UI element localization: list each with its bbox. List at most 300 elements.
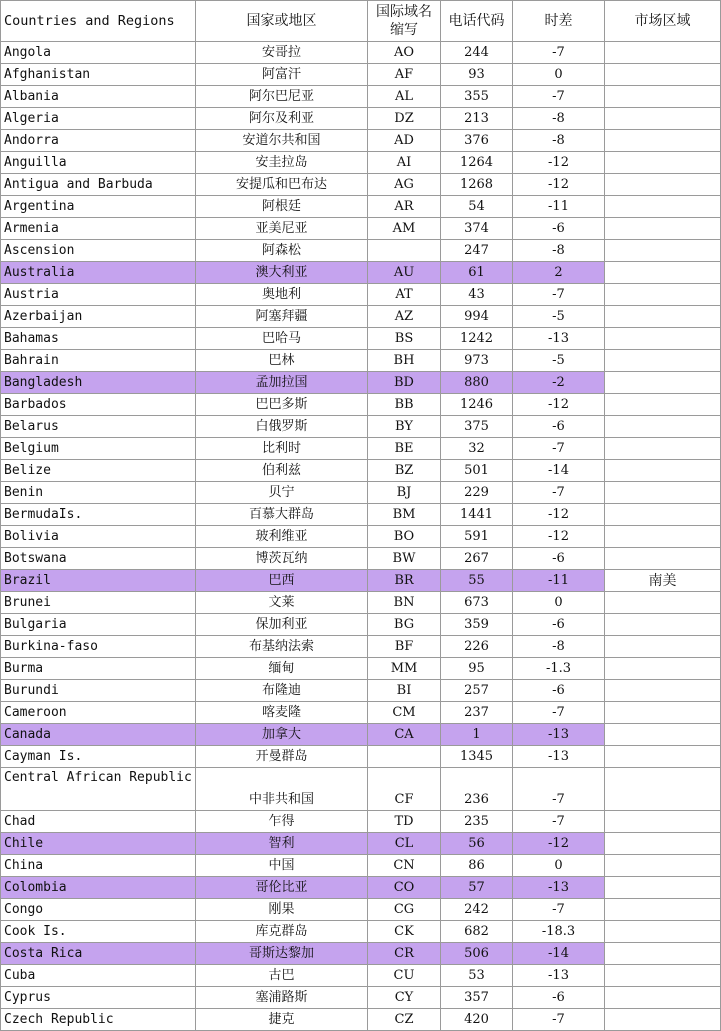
cell-timezone: -14	[513, 460, 605, 482]
cell-market	[605, 614, 721, 636]
cell-country: Argentina	[1, 196, 196, 218]
cell-market	[605, 284, 721, 306]
cell-timezone: -7	[513, 42, 605, 64]
cell-domain: CA	[368, 724, 441, 746]
cell-timezone: 2	[513, 262, 605, 284]
table-row	[1, 306, 721, 328]
cell-phone: 673	[441, 592, 513, 614]
cell-market	[605, 196, 721, 218]
table-row	[1, 855, 721, 877]
cell-phone: 501	[441, 460, 513, 482]
cell-domain: AT	[368, 284, 441, 306]
cell-country: Cameroon	[1, 702, 196, 724]
cell-timezone: -13	[513, 746, 605, 768]
cell-country: Angola	[1, 42, 196, 64]
cell-cn-name: 开曼群岛	[196, 746, 368, 768]
table-row	[1, 614, 721, 636]
cell-market	[605, 636, 721, 658]
cell-domain: CL	[368, 833, 441, 855]
cell-phone: 355	[441, 86, 513, 108]
cell-country: Azerbaijan	[1, 306, 196, 328]
cell-phone: 1264	[441, 152, 513, 174]
cell-cn-name: 贝宁	[196, 482, 368, 504]
cell-country: Cayman Is.	[1, 746, 196, 768]
cell-phone: 32	[441, 438, 513, 460]
cell-cn-name: 中国	[196, 855, 368, 877]
cell-domain: BJ	[368, 482, 441, 504]
header-row	[1, 1, 721, 42]
cell-cn-name: 安哥拉	[196, 42, 368, 64]
cell-timezone: -7	[513, 811, 605, 833]
cell-phone: 374	[441, 218, 513, 240]
cell-cn-name: 阿富汗	[196, 64, 368, 86]
cell-market	[605, 680, 721, 702]
cell-country: Austria	[1, 284, 196, 306]
cell-timezone: -13	[513, 724, 605, 746]
cell-country: Ascension	[1, 240, 196, 262]
cell-cn-name: 塞浦路斯	[196, 987, 368, 1009]
cell-market	[605, 877, 721, 899]
cell-timezone: -6	[513, 987, 605, 1009]
cell-domain: AI	[368, 152, 441, 174]
table-row	[1, 262, 721, 284]
cell-country: Australia	[1, 262, 196, 284]
cell-market	[605, 482, 721, 504]
cell-market	[605, 965, 721, 987]
cell-country: Cook Is.	[1, 921, 196, 943]
cell-market	[605, 416, 721, 438]
header-market: 市场区域	[605, 1, 721, 42]
cell-phone: 229	[441, 482, 513, 504]
cell-market	[605, 86, 721, 108]
cell-cn-name: 澳大利亚	[196, 262, 368, 284]
table-body	[1, 42, 721, 1031]
cell-cn-name: 中非共和国	[196, 768, 368, 811]
cell-market	[605, 108, 721, 130]
cell-phone: 506	[441, 943, 513, 965]
cell-timezone: -12	[513, 394, 605, 416]
table-row	[1, 965, 721, 987]
cell-market	[605, 811, 721, 833]
cell-domain: BZ	[368, 460, 441, 482]
cell-country: Belgium	[1, 438, 196, 460]
cell-phone: 244	[441, 42, 513, 64]
cell-market	[605, 855, 721, 877]
cell-cn-name: 喀麦隆	[196, 702, 368, 724]
table-row	[1, 570, 721, 592]
cell-country: Botswana	[1, 548, 196, 570]
cell-market	[605, 833, 721, 855]
table-row	[1, 152, 721, 174]
cell-phone: 357	[441, 987, 513, 1009]
cell-domain: BR	[368, 570, 441, 592]
cell-country: Brazil	[1, 570, 196, 592]
cell-domain: AO	[368, 42, 441, 64]
cell-timezone: -18.3	[513, 921, 605, 943]
table-row	[1, 746, 721, 768]
cell-market	[605, 174, 721, 196]
table-row	[1, 680, 721, 702]
cell-timezone: -5	[513, 306, 605, 328]
table-row	[1, 130, 721, 152]
table-row	[1, 877, 721, 899]
table-row	[1, 724, 721, 746]
cell-cn-name: 缅甸	[196, 658, 368, 680]
cell-market	[605, 438, 721, 460]
cell-domain: AZ	[368, 306, 441, 328]
cell-cn-name: 奥地利	[196, 284, 368, 306]
cell-cn-name: 玻利维亚	[196, 526, 368, 548]
cell-cn-name: 阿森松	[196, 240, 368, 262]
cell-country: Antigua and Barbuda	[1, 174, 196, 196]
table-row	[1, 438, 721, 460]
cell-cn-name: 古巴	[196, 965, 368, 987]
cell-phone: 213	[441, 108, 513, 130]
cell-timezone: -8	[513, 240, 605, 262]
cell-market	[605, 526, 721, 548]
cell-cn-name: 布基纳法索	[196, 636, 368, 658]
cell-market	[605, 218, 721, 240]
cell-phone: 591	[441, 526, 513, 548]
cell-domain: BG	[368, 614, 441, 636]
cell-domain: BH	[368, 350, 441, 372]
cell-cn-name: 保加利亚	[196, 614, 368, 636]
cell-market	[605, 328, 721, 350]
cell-market	[605, 724, 721, 746]
cell-cn-name: 布隆迪	[196, 680, 368, 702]
cell-phone: 880	[441, 372, 513, 394]
cell-timezone: -8	[513, 130, 605, 152]
cell-market	[605, 768, 721, 811]
cell-market	[605, 746, 721, 768]
cell-country: Cyprus	[1, 987, 196, 1009]
cell-timezone: -11	[513, 196, 605, 218]
cell-timezone: -12	[513, 504, 605, 526]
cell-country: Bangladesh	[1, 372, 196, 394]
cell-country: Bahrain	[1, 350, 196, 372]
cell-domain: AG	[368, 174, 441, 196]
cell-market	[605, 921, 721, 943]
cell-domain: CY	[368, 987, 441, 1009]
cell-timezone: -12	[513, 174, 605, 196]
cell-phone: 55	[441, 570, 513, 592]
cell-market	[605, 350, 721, 372]
cell-phone: 43	[441, 284, 513, 306]
cell-domain: CZ	[368, 1009, 441, 1031]
cell-cn-name: 安道尔共和国	[196, 130, 368, 152]
cell-cn-name: 巴巴多斯	[196, 394, 368, 416]
table-row	[1, 899, 721, 921]
cell-country: Belize	[1, 460, 196, 482]
table-row	[1, 394, 721, 416]
cell-market	[605, 306, 721, 328]
cell-country: BermudaIs.	[1, 504, 196, 526]
cell-phone: 235	[441, 811, 513, 833]
cell-phone: 53	[441, 965, 513, 987]
cell-country: Burundi	[1, 680, 196, 702]
cell-timezone: -12	[513, 152, 605, 174]
cell-cn-name: 刚果	[196, 899, 368, 921]
header-timezone: 时差	[513, 1, 605, 42]
cell-timezone: -7	[513, 482, 605, 504]
table-row	[1, 42, 721, 64]
cell-timezone: -7	[513, 702, 605, 724]
cell-domain: CK	[368, 921, 441, 943]
cell-country: Anguilla	[1, 152, 196, 174]
cell-country: Bulgaria	[1, 614, 196, 636]
cell-market	[605, 130, 721, 152]
table-row	[1, 328, 721, 350]
cell-domain: BF	[368, 636, 441, 658]
cell-phone: 237	[441, 702, 513, 724]
table-row	[1, 284, 721, 306]
cell-phone: 267	[441, 548, 513, 570]
cell-country: Costa Rica	[1, 943, 196, 965]
cell-domain: CO	[368, 877, 441, 899]
cell-market	[605, 702, 721, 724]
cell-market	[605, 262, 721, 284]
cell-domain: BW	[368, 548, 441, 570]
cell-domain: BM	[368, 504, 441, 526]
cell-phone: 226	[441, 636, 513, 658]
cell-timezone: -6	[513, 416, 605, 438]
cell-market	[605, 943, 721, 965]
cell-domain: TD	[368, 811, 441, 833]
cell-cn-name: 白俄罗斯	[196, 416, 368, 438]
cell-cn-name: 孟加拉国	[196, 372, 368, 394]
cell-cn-name: 阿尔巴尼亚	[196, 86, 368, 108]
cell-timezone: -1.3	[513, 658, 605, 680]
table-row	[1, 811, 721, 833]
header-country: Countries and Regions	[1, 1, 196, 42]
cell-timezone: -7	[513, 284, 605, 306]
table-row	[1, 768, 721, 811]
cell-domain: AL	[368, 86, 441, 108]
cell-phone: 93	[441, 64, 513, 86]
cell-cn-name: 阿根廷	[196, 196, 368, 218]
table-row	[1, 702, 721, 724]
cell-cn-name: 博茨瓦纳	[196, 548, 368, 570]
table-row	[1, 416, 721, 438]
cell-market	[605, 240, 721, 262]
cell-domain: BB	[368, 394, 441, 416]
cell-domain: AD	[368, 130, 441, 152]
cell-phone: 247	[441, 240, 513, 262]
cell-timezone: -7	[513, 899, 605, 921]
cell-phone: 95	[441, 658, 513, 680]
cell-domain: DZ	[368, 108, 441, 130]
cell-timezone: -12	[513, 526, 605, 548]
cell-market	[605, 394, 721, 416]
header-domain: 国际域名缩写	[368, 1, 441, 42]
cell-phone: 61	[441, 262, 513, 284]
cell-timezone: 0	[513, 64, 605, 86]
cell-domain: MM	[368, 658, 441, 680]
cell-country: Colombia	[1, 877, 196, 899]
cell-market	[605, 372, 721, 394]
cell-country: Chile	[1, 833, 196, 855]
cell-cn-name: 加拿大	[196, 724, 368, 746]
cell-country: Burma	[1, 658, 196, 680]
cell-timezone: -13	[513, 965, 605, 987]
table-row	[1, 833, 721, 855]
cell-country: Albania	[1, 86, 196, 108]
cell-cn-name: 智利	[196, 833, 368, 855]
cell-timezone: -6	[513, 218, 605, 240]
cell-domain: BI	[368, 680, 441, 702]
cell-country: China	[1, 855, 196, 877]
cell-domain: BD	[368, 372, 441, 394]
cell-cn-name: 巴哈马	[196, 328, 368, 350]
cell-phone: 242	[441, 899, 513, 921]
table-row	[1, 196, 721, 218]
cell-country: Afghanistan	[1, 64, 196, 86]
cell-timezone: -7	[513, 768, 605, 811]
cell-phone: 994	[441, 306, 513, 328]
cell-timezone: -12	[513, 833, 605, 855]
cell-market	[605, 658, 721, 680]
cell-market	[605, 1009, 721, 1031]
cell-cn-name: 捷克	[196, 1009, 368, 1031]
cell-country: Canada	[1, 724, 196, 746]
cell-country: Andorra	[1, 130, 196, 152]
cell-phone: 1246	[441, 394, 513, 416]
table-row	[1, 921, 721, 943]
cell-country: Bolivia	[1, 526, 196, 548]
table-row	[1, 526, 721, 548]
cell-domain: BS	[368, 328, 441, 350]
cell-phone: 973	[441, 350, 513, 372]
cell-market	[605, 548, 721, 570]
cell-domain: BN	[368, 592, 441, 614]
cell-cn-name: 阿尔及利亚	[196, 108, 368, 130]
cell-country: Czech Republic	[1, 1009, 196, 1031]
cell-country: Armenia	[1, 218, 196, 240]
cell-timezone: -2	[513, 372, 605, 394]
cell-domain: AR	[368, 196, 441, 218]
cell-market	[605, 899, 721, 921]
cell-phone: 1345	[441, 746, 513, 768]
table-row	[1, 460, 721, 482]
cell-domain: BE	[368, 438, 441, 460]
table-row	[1, 548, 721, 570]
table-row	[1, 504, 721, 526]
cell-phone: 236	[441, 768, 513, 811]
cell-market	[605, 64, 721, 86]
cell-phone: 420	[441, 1009, 513, 1031]
cell-phone: 56	[441, 833, 513, 855]
cell-phone: 1242	[441, 328, 513, 350]
cell-domain: CG	[368, 899, 441, 921]
cell-cn-name: 百慕大群岛	[196, 504, 368, 526]
cell-phone: 1268	[441, 174, 513, 196]
cell-market: 南美	[605, 570, 721, 592]
cell-phone: 57	[441, 877, 513, 899]
cell-cn-name: 乍得	[196, 811, 368, 833]
cell-domain: AF	[368, 64, 441, 86]
cell-phone: 86	[441, 855, 513, 877]
cell-domain: BO	[368, 526, 441, 548]
table-row	[1, 1009, 721, 1031]
cell-market	[605, 460, 721, 482]
cell-domain: CF	[368, 768, 441, 811]
cell-phone: 54	[441, 196, 513, 218]
cell-cn-name: 库克群岛	[196, 921, 368, 943]
cell-phone: 359	[441, 614, 513, 636]
table-row	[1, 64, 721, 86]
cell-timezone: -5	[513, 350, 605, 372]
cell-country: Chad	[1, 811, 196, 833]
cell-cn-name: 巴林	[196, 350, 368, 372]
header-cn-name: 国家或地区	[196, 1, 368, 42]
cell-cn-name: 哥斯达黎加	[196, 943, 368, 965]
cell-timezone: -13	[513, 328, 605, 350]
cell-timezone: -13	[513, 877, 605, 899]
table-row	[1, 372, 721, 394]
table-row	[1, 943, 721, 965]
cell-phone: 257	[441, 680, 513, 702]
cell-country: Burkina-faso	[1, 636, 196, 658]
table-row	[1, 592, 721, 614]
table-row	[1, 86, 721, 108]
cell-cn-name: 安提瓜和巴布达	[196, 174, 368, 196]
cell-country: Barbados	[1, 394, 196, 416]
table-row	[1, 658, 721, 680]
cell-country: Belarus	[1, 416, 196, 438]
cell-market	[605, 42, 721, 64]
cell-domain: BY	[368, 416, 441, 438]
cell-cn-name: 安圭拉岛	[196, 152, 368, 174]
cell-domain: AM	[368, 218, 441, 240]
cell-timezone: 0	[513, 855, 605, 877]
cell-timezone: -7	[513, 1009, 605, 1031]
cell-country: Brunei	[1, 592, 196, 614]
header-phone: 电话代码	[441, 1, 513, 42]
cell-timezone: -7	[513, 86, 605, 108]
cell-cn-name: 巴西	[196, 570, 368, 592]
cell-timezone: -8	[513, 636, 605, 658]
cell-phone: 375	[441, 416, 513, 438]
cell-market	[605, 152, 721, 174]
cell-domain: AU	[368, 262, 441, 284]
cell-phone: 1	[441, 724, 513, 746]
table-row	[1, 636, 721, 658]
cell-timezone: -11	[513, 570, 605, 592]
cell-cn-name: 哥伦比亚	[196, 877, 368, 899]
cell-timezone: -6	[513, 680, 605, 702]
cell-domain: CN	[368, 855, 441, 877]
cell-country: Congo	[1, 899, 196, 921]
cell-domain: CM	[368, 702, 441, 724]
cell-phone: 1441	[441, 504, 513, 526]
cell-cn-name: 文莱	[196, 592, 368, 614]
cell-market	[605, 987, 721, 1009]
cell-timezone: -14	[513, 943, 605, 965]
cell-domain: CU	[368, 965, 441, 987]
table-row	[1, 174, 721, 196]
cell-country: Benin	[1, 482, 196, 504]
cell-cn-name: 比利时	[196, 438, 368, 460]
cell-domain	[368, 240, 441, 262]
table-row	[1, 218, 721, 240]
cell-timezone: 0	[513, 592, 605, 614]
cell-cn-name: 亚美尼亚	[196, 218, 368, 240]
table-row	[1, 240, 721, 262]
cell-timezone: -6	[513, 614, 605, 636]
cell-cn-name: 阿塞拜疆	[196, 306, 368, 328]
cell-country: Central African Republic	[1, 768, 196, 811]
table-row	[1, 350, 721, 372]
